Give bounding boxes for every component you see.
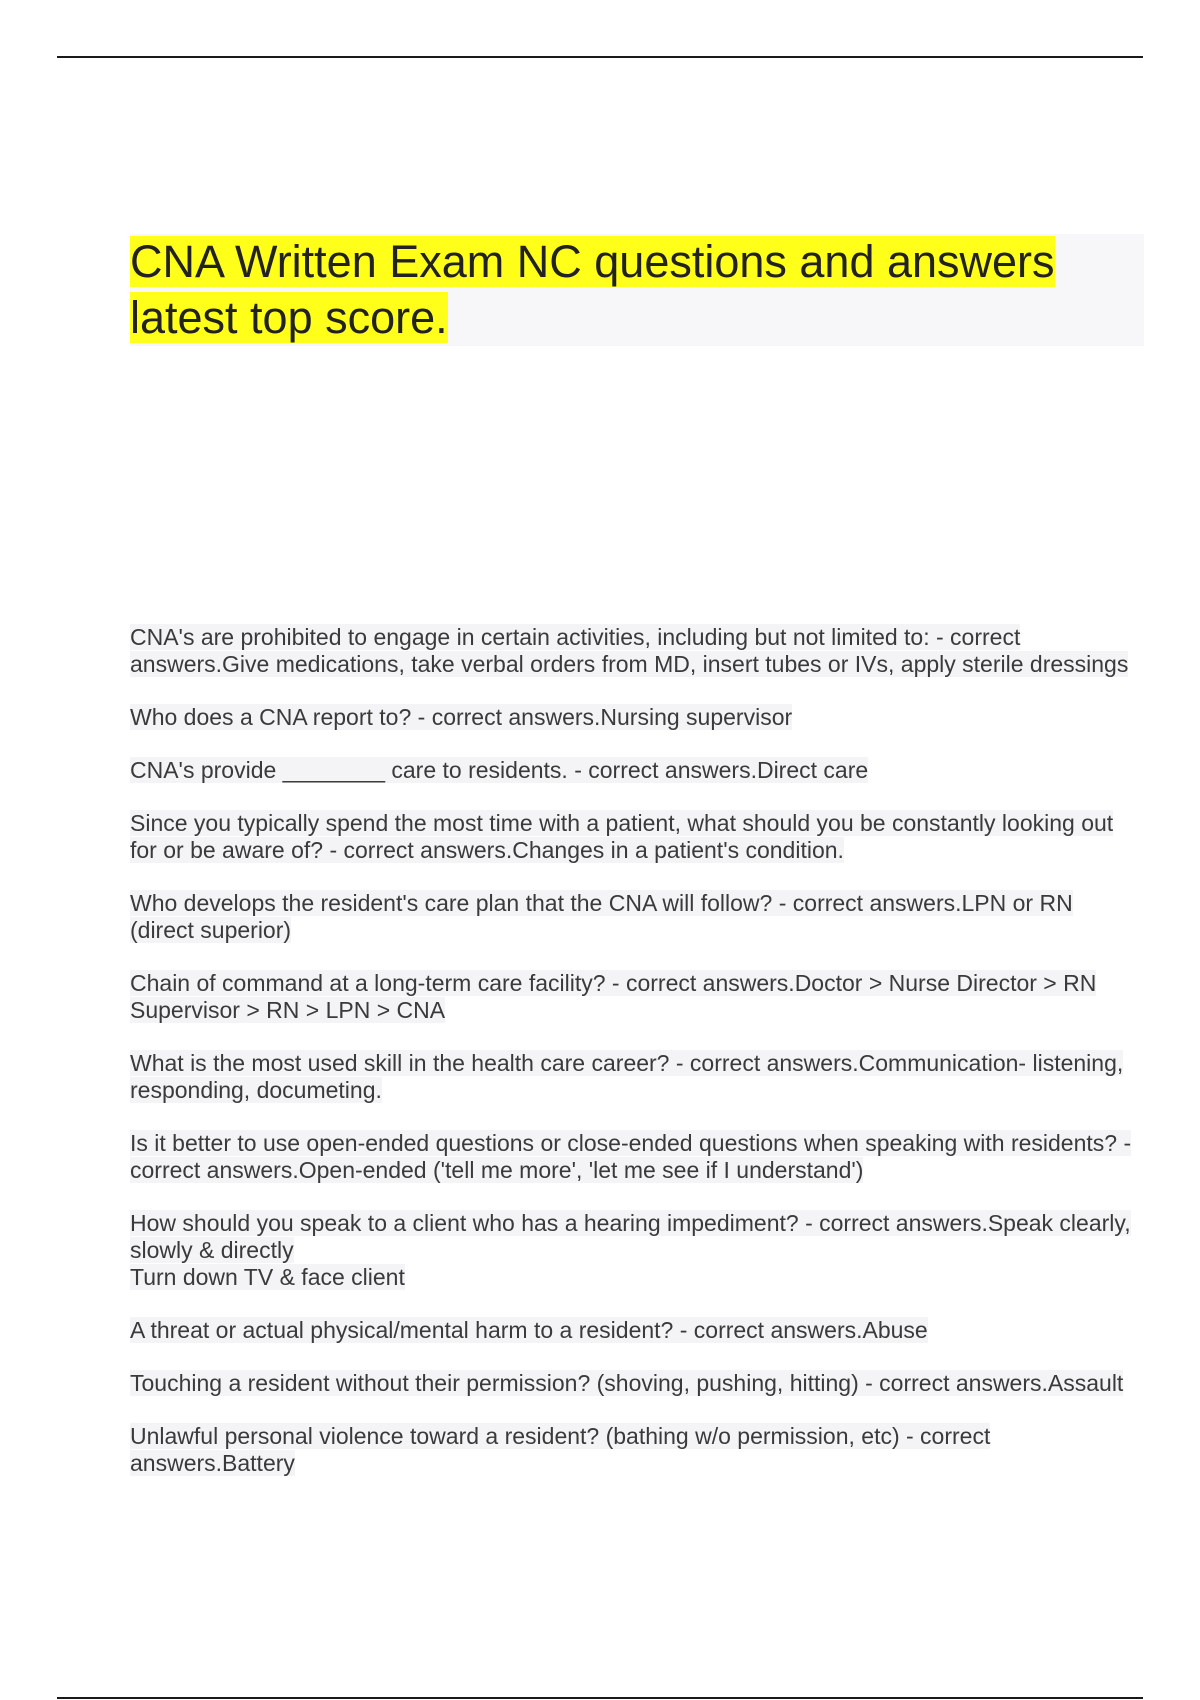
top-rule bbox=[57, 56, 1143, 58]
qa-item: Is it better to use open-ended questions or close-ended questions when speaking with residents? - correct answers.Open-ended ('tell me more', 'let me see if I understand') bbox=[130, 1130, 1132, 1183]
qa-item: Who develops the resident's care plan that the CNA will follow? - correct answers.LPN or RN (direct superior) bbox=[130, 890, 1073, 943]
qa-item: CNA's provide ________ care to residents. - correct answers.Direct care bbox=[130, 757, 869, 783]
bottom-rule bbox=[57, 1697, 1143, 1699]
qa-item: What is the most used skill in the health care career? - correct answers.Communication- listening, responding, documeting. bbox=[130, 1050, 1124, 1103]
qa-item: Touching a resident without their permission? (shoving, pushing, hitting) - correct answers.Assault bbox=[130, 1370, 1124, 1396]
qa-item: How should you speak to a client who has a hearing impediment? - correct answers.Speak clearly, slowly & directly Turn down TV & face client bbox=[130, 1210, 1131, 1290]
qa-item: Unlawful personal violence toward a resident? (bathing w/o permission, etc) - correct answers.Battery bbox=[130, 1423, 991, 1476]
qa-item: Since you typically spend the most time with a patient, what should you be constantly looking out for or be aware of? - correct answers.Changes in a patient's condition. bbox=[130, 810, 1114, 863]
title-block bbox=[130, 234, 1144, 346]
qa-item: Chain of command at a long-term care facility? - correct answers.Doctor > Nurse Director > RN Supervisor > RN > LPN > CNA bbox=[130, 970, 1097, 1023]
document-title bbox=[130, 234, 1144, 346]
title-highlight: CNA Written Exam NC questions and answers latest top score. bbox=[130, 236, 1055, 343]
qa-item: CNA's are prohibited to engage in certain activities, including but not limited to: - correct answers.Give medications, take verbal orders from MD, insert tubes or IVs, apply sterile dressings bbox=[130, 624, 1129, 677]
qa-list bbox=[130, 624, 1140, 1503]
qa-item: Who does a CNA report to? - correct answers.Nursing supervisor bbox=[130, 704, 793, 730]
qa-item: A threat or actual physical/mental harm to a resident? - correct answers.Abuse bbox=[130, 1317, 928, 1343]
